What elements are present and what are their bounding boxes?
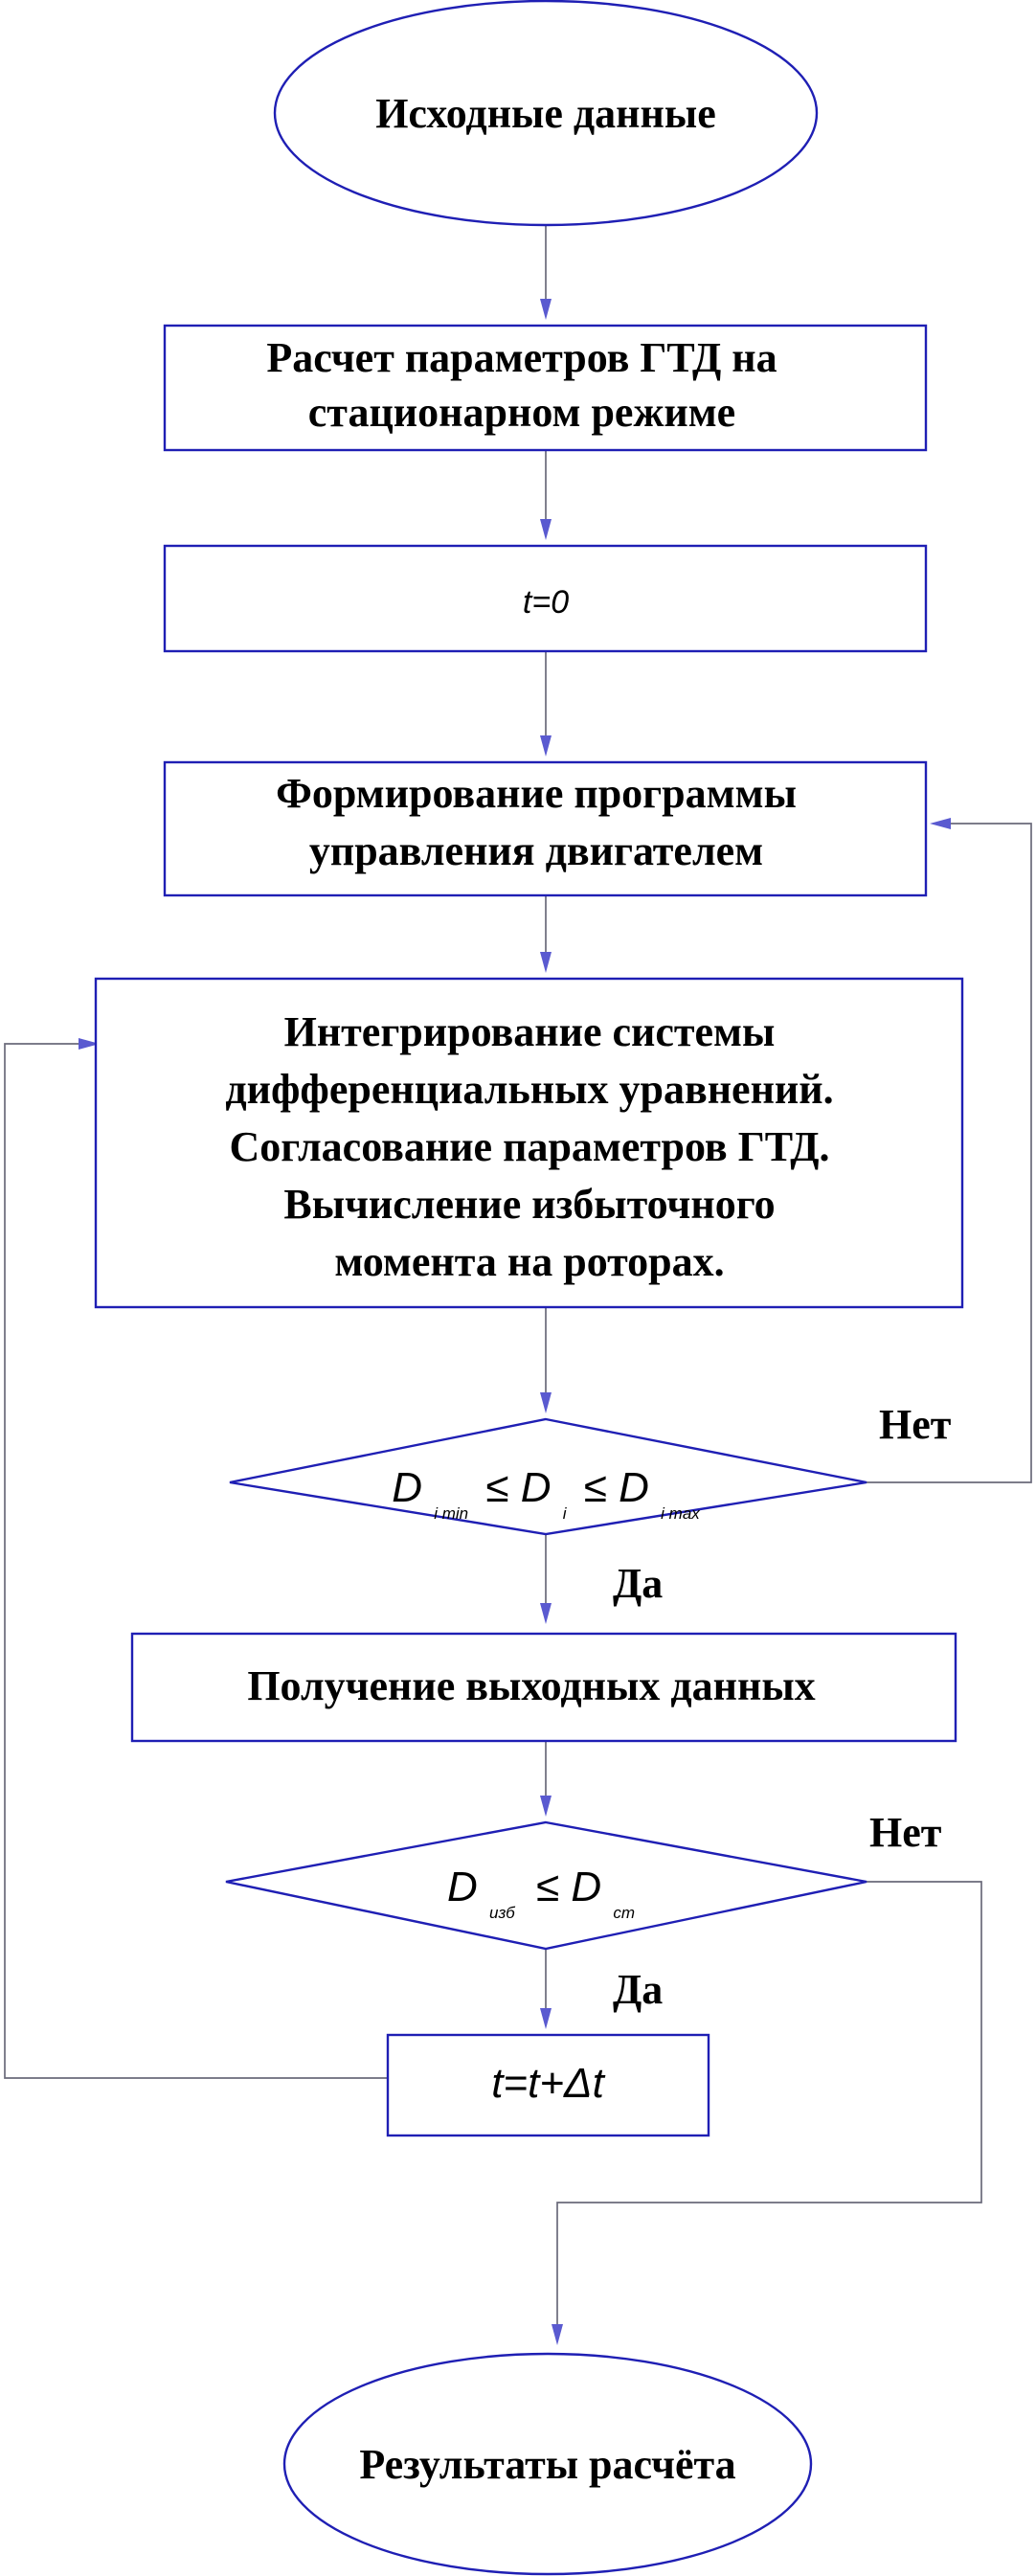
label-no-2: Нет <box>869 1809 942 1856</box>
end-terminal <box>284 2354 811 2574</box>
end-label: Результаты расчёта <box>359 2441 736 2488</box>
excess-check-d2: D <box>571 1864 602 1910</box>
range-check-d1: D <box>392 1464 422 1511</box>
arrowhead-to-steady <box>540 299 552 320</box>
control-program-line-1: Формирование программы <box>276 770 797 817</box>
arrowhead-to-timestep <box>540 2008 552 2029</box>
label-yes-1: Да <box>613 1560 664 1607</box>
arrowhead-to-check1 <box>540 1392 552 1413</box>
label-no-1: Нет <box>879 1401 952 1448</box>
arrowhead-to-integration <box>540 952 552 973</box>
range-check-d3: D <box>619 1464 649 1511</box>
range-check-op2: ≤ <box>583 1464 607 1511</box>
steady-state-line-1: Расчет параметров ГТД на <box>266 334 777 381</box>
arrowhead-to-init <box>540 519 552 540</box>
integration-block <box>96 979 962 1307</box>
integration-line-2: дифференциальных уравнений. <box>225 1066 834 1113</box>
steady-state-line-2: стационарном режиме <box>307 389 736 436</box>
range-check-d3-sub: i max <box>661 1504 700 1523</box>
integration-line-1: Интегрирование системы <box>283 1008 776 1055</box>
steady-state-block <box>165 326 926 450</box>
label-yes-2: Да <box>613 1966 664 2013</box>
integration-line-3: Согласование параметров ГТД. <box>229 1123 830 1170</box>
output-data-label: Получение выходных данных <box>247 1662 816 1709</box>
time-step-label: t=t+Δt <box>491 2060 604 2107</box>
range-check-op1: ≤ <box>485 1464 509 1511</box>
start-label: Исходные данные <box>375 90 716 137</box>
init-time-label: t=0 <box>522 584 570 621</box>
range-check-d1-sub: i min <box>434 1504 469 1523</box>
excess-check-d1: D <box>446 1864 478 1910</box>
arrowhead-to-end <box>552 2324 563 2345</box>
excess-check-decision <box>226 1822 867 1949</box>
control-program-line-2: управления двигателем <box>308 827 764 874</box>
range-check-decision <box>230 1419 867 1534</box>
integration-line-4: Вычисление избыточного <box>283 1181 776 1228</box>
output-data-block <box>132 1634 956 1741</box>
init-time-block <box>165 546 926 651</box>
excess-check-d1-sub: изб <box>488 1904 515 1922</box>
range-check-d2: D <box>520 1464 552 1511</box>
arrowhead-to-check2 <box>540 1796 552 1817</box>
time-step-block <box>388 2035 709 2135</box>
range-check-d2-sub: i <box>562 1504 567 1523</box>
arrowhead-loop-to-control <box>930 818 951 829</box>
excess-check-op: ≤ <box>535 1864 560 1910</box>
excess-check-d2-sub: ст <box>613 1904 636 1922</box>
arrowhead-to-output <box>540 1603 552 1624</box>
integration-line-5: момента на роторах. <box>334 1238 725 1285</box>
arrowhead-to-control <box>540 735 552 757</box>
control-program-block <box>165 762 926 895</box>
start-terminal <box>275 1 817 225</box>
